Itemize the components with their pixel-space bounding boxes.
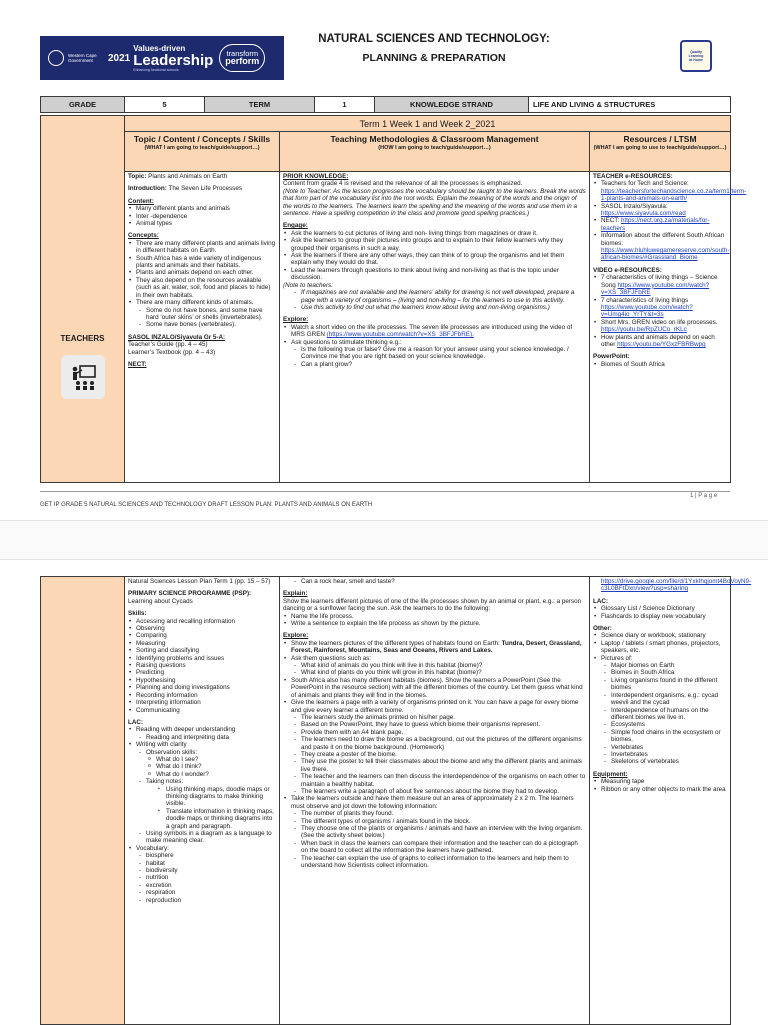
logo-leadership: Leadership xyxy=(133,52,214,69)
notes-item: ▪ Using thinking maps, doodle maps or thinking diagrams to make thinking visible. xyxy=(128,786,276,808)
resource-item xyxy=(593,217,727,232)
nect-label: NECT: xyxy=(128,360,147,368)
note-item: - Use this activity to find out what the learners know about living and non-living organisms.) xyxy=(283,304,586,311)
picture-item: - Interdependent organisms, e.g.: cycad weevil and the cycad xyxy=(593,692,727,707)
explore-sub-item: - They choose one of the plants or organisms / animals and have an interview with the living organism. (See the activity sheet below.) xyxy=(283,825,586,840)
picture-item: - Simple food chains in the ecosystem or biomes. xyxy=(593,729,727,744)
concept-sub-item: - Some do not have bones, and some have hard ‘outer skins’ or shells (invertebrates). xyxy=(128,307,276,322)
content-label: Content: xyxy=(128,197,154,205)
rock-question: - Can a rock hear, smell and taste? xyxy=(283,578,586,585)
lac-resources-label: LAC: xyxy=(593,597,609,605)
topic-content-cell xyxy=(125,172,280,483)
note-item: - If magazines are not available and the learners’ ability for drawing is not well developed, prepare a page with a variety of organisms – (living and non-living – for the learners to use in this activity. xyxy=(283,289,586,304)
explain-text: Show the learners different pictures of one of the life processes shown by an animal or plant, e.g.: a person dancing or a sunflower facing the sun. Ask the learners to do the following: xyxy=(283,597,582,613)
resource-link[interactable]: https://nect.org.za/materials/for-teachers xyxy=(601,217,710,232)
document-page-2 xyxy=(0,560,768,1024)
document-title: NATURAL SCIENCES AND TECHNOLOGY: xyxy=(318,33,550,45)
video-text: How plants and animals depend on each other xyxy=(601,333,715,348)
picture-item: - Ecosystems xyxy=(593,721,727,728)
explore-sub-item: - The learners need to draw the biome as a background, cut out the pictures of the different organisms and paste it on the biome background. (Homework) xyxy=(283,736,586,751)
ask-sub-item: - Can a plant grow? xyxy=(283,361,586,368)
term-label: TERM xyxy=(205,97,315,113)
resource-text: NECT: xyxy=(601,217,620,225)
content-item: • Inter -dependence xyxy=(128,213,276,220)
explore-sub-item: - What kind of plants do you think will grow in this habitat (biome)? xyxy=(283,669,586,676)
observation-skills: - Observation skills: xyxy=(128,749,276,756)
methods-header-sub: (HOW I am going to teach/guide/support…) xyxy=(378,145,491,151)
skill-item: • Interpreting information xyxy=(128,699,276,706)
explore-sub-item: - The different types of organisms / animals found in the block. xyxy=(283,818,586,825)
other-label: Other: xyxy=(593,625,612,633)
taking-notes: - Taking notes: xyxy=(128,778,276,785)
picture-item: - Interdependence of humans on the different biomes we live in. xyxy=(593,707,727,722)
note-to-teachers-label: (Note to teachers: xyxy=(283,281,334,289)
skill-item: • Hypothesising xyxy=(128,677,276,684)
observation-item: o What do I see? xyxy=(128,756,276,763)
explain-item: • Write a sentence to explain the life process as shown by the picture. xyxy=(283,620,586,627)
teachers-cell xyxy=(41,116,125,483)
teacher-note: (Note to Teacher: As the lesson progresses the vocabulary should be taught to the learners. Break the words that form part of the vocabulary list into the root words. Explain the meaning of the words and the origin of the words to the learners. The learners learn the spelling and the meaning of the words and use them in a sentence. Have a spelling competition in the class and promote good spelling practices.) xyxy=(283,187,586,218)
qlh-line1: Quality xyxy=(690,50,702,54)
western-cape-government-text: Western Cape Government xyxy=(68,53,97,63)
resource-text: Teachers for Tech and Science: xyxy=(601,180,689,188)
resources-content-cell-continued xyxy=(590,577,752,1025)
footer-rule xyxy=(40,491,730,492)
skill-item: • Observing xyxy=(128,625,276,632)
picture-item: - Living organisms found in the different biomes xyxy=(593,677,727,692)
skill-item: • Planning and doing investigations xyxy=(128,684,276,691)
skill-item: • Sorting and classifying xyxy=(128,647,276,654)
video-link[interactable]: https://youtu.be/YGxzFBRBwpg xyxy=(617,340,706,348)
methods-column-header xyxy=(280,132,590,172)
sasol-learner-book: Learner’s Textbook (pp. 4 – 43) xyxy=(128,348,216,356)
quality-learning-at-home-logo xyxy=(680,40,712,72)
resource-link[interactable]: https://teachersfortechandscience.co.za/term1/term-1-plants-and-animals-on-earth/ xyxy=(601,187,747,203)
lac-resource-item: • Flashcards to display new vocabulary xyxy=(593,613,727,620)
equipment-item: • Measuring tape xyxy=(593,778,727,785)
explore-sub-item: - They use the poster to tell their classmates about the biome and why the different plants and animals live there. xyxy=(283,758,586,773)
explore-sub-item: - The number of plants they found. xyxy=(283,810,586,817)
powerpoint-label: PowerPoint: xyxy=(593,353,630,361)
lac-resource-item: • Glossary List / Science Dictionary xyxy=(593,605,727,612)
methods-content-cell xyxy=(280,172,590,483)
observation-item: o What do I wonder? xyxy=(128,771,276,778)
explore-sub-item: - The learners write a paragraph of about five sentences about the biome they had to develop. xyxy=(283,788,586,795)
lac-item: • Writing with clarity xyxy=(128,741,276,748)
footer-text: GET IP GRADE 5 NATURAL SCIENCES AND TECHNOLOGY DRAFT LESSON PLAN: PLANTS AND ANIMALS ON EARTH xyxy=(40,502,373,508)
picture-item: - Invertebrates xyxy=(593,751,727,758)
explore-label: Explore: xyxy=(283,316,309,324)
resources-header-sub: (WHAT I am going to use to teach/guide/support…) xyxy=(593,145,727,151)
equipment-item: • Ribbon or any other objects to mark the area xyxy=(593,786,727,793)
resource-item xyxy=(593,203,727,218)
vocabulary-word: - respiration xyxy=(128,889,276,896)
concept-item: • South Africa has a wide variety of indigenous plants and animals and their habitats. xyxy=(128,255,276,270)
picture-item: - Skeletons of vertebrates xyxy=(593,758,727,765)
lac-label: LAC: xyxy=(128,718,144,726)
western-cape-seal-icon xyxy=(48,50,64,66)
grade-value: 5 xyxy=(125,97,205,113)
concept-item: • There are many different plants and animals living in different habitats on Earth. xyxy=(128,240,276,255)
explore-item: • Give the learners a page with a variety of organisms printed on it. You can have a page for every biome and give every learner a different biome. xyxy=(283,699,586,714)
skill-item: • Communicating xyxy=(128,707,276,714)
vocabulary-word: - habitat xyxy=(128,860,276,867)
explore-sub-item: - The teacher can explain the use of graphs to collect information to the learners and help them to understand how Scientists collect information. xyxy=(283,855,586,870)
sasol-teacher-guide: Teacher’s Guide (pp. 4 – 45) xyxy=(128,341,208,349)
resource-text: SASOL Inzalo/Siyavula: xyxy=(601,202,668,210)
explore-sub-item: - Based on the PowerPoint, they have to guess which biome their organisms represent. xyxy=(283,721,586,728)
resources-header-title: Resources / LTSM xyxy=(623,134,697,144)
video-item xyxy=(593,297,727,319)
ask-item: • Ask questions to stimulate thinking e.g.: xyxy=(283,339,586,346)
content-item: • Many different plants and animals xyxy=(128,205,276,212)
explore-sub-item: - They create a poster of the biome. xyxy=(283,751,586,758)
engage-item: • Ask the learners to cut pictures of living and non- living things from magazines or draw it. xyxy=(283,230,586,237)
picture-item: - Vertebrates xyxy=(593,744,727,751)
engage-item: • Lead the learners through questions to think about living and non-living as that is the topic under discussion. xyxy=(283,267,586,282)
explore-label-2: Explore: xyxy=(283,632,309,640)
content-item: • Animal types xyxy=(128,220,276,227)
video-link[interactable]: https://youtu.be/RpZUCo_rKLc xyxy=(601,326,687,334)
explain-label: Explain: xyxy=(283,590,308,598)
transform-perform-logo xyxy=(219,44,265,72)
explore-item xyxy=(283,324,586,339)
other-item: • Science diary or workbook, stationary xyxy=(593,632,727,639)
video-text: 7 characteristics of living things xyxy=(601,296,689,304)
vocabulary-word: - reproduction xyxy=(128,897,276,904)
logo-perform: perform xyxy=(225,56,260,66)
concept-item: • Plants and animals depend on each other. xyxy=(128,269,276,276)
symbols-item: - Using symbols in a diagram as a language to make meaning clear. xyxy=(128,830,276,845)
nect-lesson-plan: Natural Sciences Lesson Plan Term 1 (pp. 15 – 57) xyxy=(128,578,271,585)
picture-item: - Biomes in South Africa xyxy=(593,669,727,676)
google-drive-link[interactable]: https://drive.google.com/file/d/1YxkIhqjomt4BoVoyN9-c3L0BFtDxn/view?usp=sharing xyxy=(601,578,752,593)
concept-item: • They also depend on the resources available (such as air, water, soil, food and places to hide) in their own habitats. xyxy=(128,277,276,299)
psp-label: PRIMARY SCIENCE PROGRAMME (PSP): xyxy=(128,590,252,598)
observation-item: o What do I think? xyxy=(128,763,276,770)
video-item xyxy=(593,319,727,334)
methods-content-cell-continued xyxy=(280,577,590,1025)
topic-header-sub: (WHAT I am going to teach/guide/support…) xyxy=(144,145,260,151)
video-item xyxy=(593,334,727,349)
vocabulary-word: - excretion xyxy=(128,882,276,889)
topic-content-cell-continued xyxy=(125,577,280,1025)
explore-sub-item: - Provide them with an A4 blank page. xyxy=(283,729,586,736)
video-link[interactable]: https://www.youtube.com/watch?v=XS_3BFJFbRE xyxy=(601,281,710,297)
sasol-label: SASOL INZALO/Siyavula Gr 5-A: xyxy=(128,333,226,341)
mrs-gren-video-link[interactable]: (https://www.youtube.com/watch?v=XS_3BFJFbRE). xyxy=(326,331,474,339)
explore-item: • Ask them questions such as: xyxy=(283,655,586,662)
explain-item: • Name the life process. xyxy=(283,613,586,620)
teacher-eresources-label: TEACHER e-RESOURCES: xyxy=(593,173,673,180)
resources-column-header xyxy=(590,132,731,172)
resources-content-cell xyxy=(590,172,747,483)
video-item xyxy=(593,274,727,296)
logo-subtitle: Enhancing functional schools xyxy=(133,68,179,72)
strand-label: KNOWLEDGE STRAND xyxy=(375,97,529,113)
skill-item: • Measuring xyxy=(128,640,276,647)
intro-label: Introduction: xyxy=(128,185,167,193)
page-separator xyxy=(0,520,768,560)
engage-item: • Ask the learners to group their pictures into groups and to explain to their fellow learners why they grouped their organisms in such a way. xyxy=(283,237,586,252)
other-item: • Laptop / tablets / smart phones, projectors, speakers, etc. xyxy=(593,640,727,655)
intro-value: The Seven Life Processes xyxy=(168,185,242,193)
skills-label: Skills: xyxy=(128,610,147,618)
skill-item: • Comparing xyxy=(128,632,276,639)
resource-item xyxy=(593,232,730,262)
explore-item: • South Africa also has many different habitats (biomes). Show the learners a PowerPoint (See the PowerPoint in the resource section) with all the different biomes of the country. Let them guess what kind of animals and plants they will find in the biomes. xyxy=(283,677,586,699)
video-link[interactable]: https://www.youtube.com/watch?v=Umg4io_YrTY&t=3s xyxy=(601,303,693,319)
video-text: Short Mrs. GREN video on life processes. xyxy=(601,318,718,326)
resource-link[interactable]: https://www.siyavula.com/read xyxy=(601,210,686,218)
logo-year: 2021 xyxy=(108,52,131,64)
values-driven-leadership-logo xyxy=(40,36,284,80)
prior-knowledge-label: PRIOR KNOWLEDGE: xyxy=(283,173,349,180)
lac-item: • Reading with deeper understanding xyxy=(128,726,276,733)
video-text: 7 characteristics of living things – Science Song xyxy=(601,274,718,289)
vocabulary-word: - nutrition xyxy=(128,874,276,881)
lesson-plan-table-page-2 xyxy=(40,576,752,1025)
skill-item: • Raising questions xyxy=(128,662,276,669)
explore-item xyxy=(283,640,586,655)
term-value: 1 xyxy=(315,97,375,113)
resource-item xyxy=(593,180,747,203)
teachers-label: TEACHERS xyxy=(60,333,105,343)
lac-sub-item: - Reading and interpreting data xyxy=(128,734,276,741)
other-item: • Pictures of: xyxy=(593,655,727,662)
psp-value: Learning about Cycads xyxy=(128,597,193,605)
explore-sub-item: - What kind of animals do you think will live in this habitat (biome)? xyxy=(283,662,586,669)
explore-sub-item: - The learners study the animals printed on his/her page. xyxy=(283,714,586,721)
concept-item: • There are many different kinds of animals. xyxy=(128,299,276,306)
logo-wordmark xyxy=(133,44,213,72)
video-eresources-label: VIDEO e-RESOURCES: xyxy=(593,266,662,274)
explore-sub-item: - When back in class the learners can compare their information and the teacher can do a pictograph on the board to collect all the information the learners have gathered. xyxy=(283,840,586,855)
powerpoint-item: • Biomes of South Africa xyxy=(593,361,727,368)
explore-text: Watch a short video on the life processes. The seven life processes are introduced using the video of MRS GREN xyxy=(291,323,573,339)
concepts-label: Concepts: xyxy=(128,232,159,240)
topic-column-header xyxy=(125,132,280,172)
grade-label: GRADE xyxy=(41,97,125,113)
topic-value: Plants and Animals on Earth xyxy=(148,173,228,180)
lesson-plan-table-page-1 xyxy=(40,115,747,483)
engage-label: Engage: xyxy=(283,222,308,230)
topic-label: Topic: xyxy=(128,173,147,180)
notes-item: ▪ Translate information in thinking maps, doodle maps or thinking diagrams into a graph and paragraph. xyxy=(128,808,276,830)
teacher-at-board-icon xyxy=(61,355,105,399)
engage-item: • Ask the learners if there are any other ways, they can think of to group the organisms and let them explain why they would do that. xyxy=(283,252,586,267)
resource-link[interactable]: https://www.hluhluwegamereserve.com/south-african-biomes/#Grassland_Biome xyxy=(601,247,730,262)
skill-item: • Accessing and recalling information xyxy=(128,618,276,625)
vocabulary-label: • Vocabulary: xyxy=(128,845,276,852)
equipment-label: Equipment: xyxy=(593,770,628,778)
logo-values-driven: Values-driven xyxy=(133,44,186,53)
skill-item: • Recording information xyxy=(128,692,276,699)
strand-value: LIFE AND LIVING & STRUCTURES xyxy=(529,97,731,113)
skill-item: • Identifying problems and issues xyxy=(128,655,276,662)
vocabulary-word: - biosphere xyxy=(128,852,276,859)
prior-knowledge-text: Content from grade 4 is revised and the relevance of all the processes is emphasized. xyxy=(283,180,523,188)
concept-sub-item: - Some have bones (vertebrates). xyxy=(128,321,276,328)
qlh-line2: Learning xyxy=(688,54,704,58)
page-number: 1 | P a g e xyxy=(690,493,718,499)
picture-item: - Major biomes on Earth xyxy=(593,662,727,669)
ask-sub-item: - Is the following true or false? Give me a reason for your answer using your science knowledge. / Convince me that you are right based on your science knowledge. xyxy=(283,346,586,361)
qlh-line3: at Home xyxy=(689,58,703,62)
grade-info-table xyxy=(40,96,731,113)
habitat-types: Tundra, Desert, Grassland, Forest, Rainforest, Mountains, Seas and Oceans, Rivers and Lakes. xyxy=(291,639,582,655)
explore-text: Show the learners pictures of the different types of habitats found on Earth: xyxy=(291,639,500,647)
logo-transform: transform xyxy=(226,49,259,58)
vocabulary-word: - biodiversity xyxy=(128,867,276,874)
term-week-heading: Term 1 Week 1 and Week 2_2021 xyxy=(125,116,731,132)
methods-header-title: Teaching Methodologies & Classroom Management xyxy=(330,134,539,144)
skill-item: • Predicting xyxy=(128,669,276,676)
teachers-cell-continued xyxy=(41,577,125,1025)
document-subtitle: PLANNING & PREPARATION xyxy=(362,52,506,64)
resource-text: Information about the different South African biomes: xyxy=(601,232,725,247)
explore-sub-item: - The teacher and the learners can then discuss the interdependence of the organisms on each other to maintain a healthy habitat. xyxy=(283,773,586,788)
topic-header-title: Topic / Content / Concepts / Skills xyxy=(133,134,271,144)
explore-item: • Take the learners outside and have them measure out an area of approximately 2 x 2 m. The learners must observe and jot down the following information: xyxy=(283,795,586,810)
